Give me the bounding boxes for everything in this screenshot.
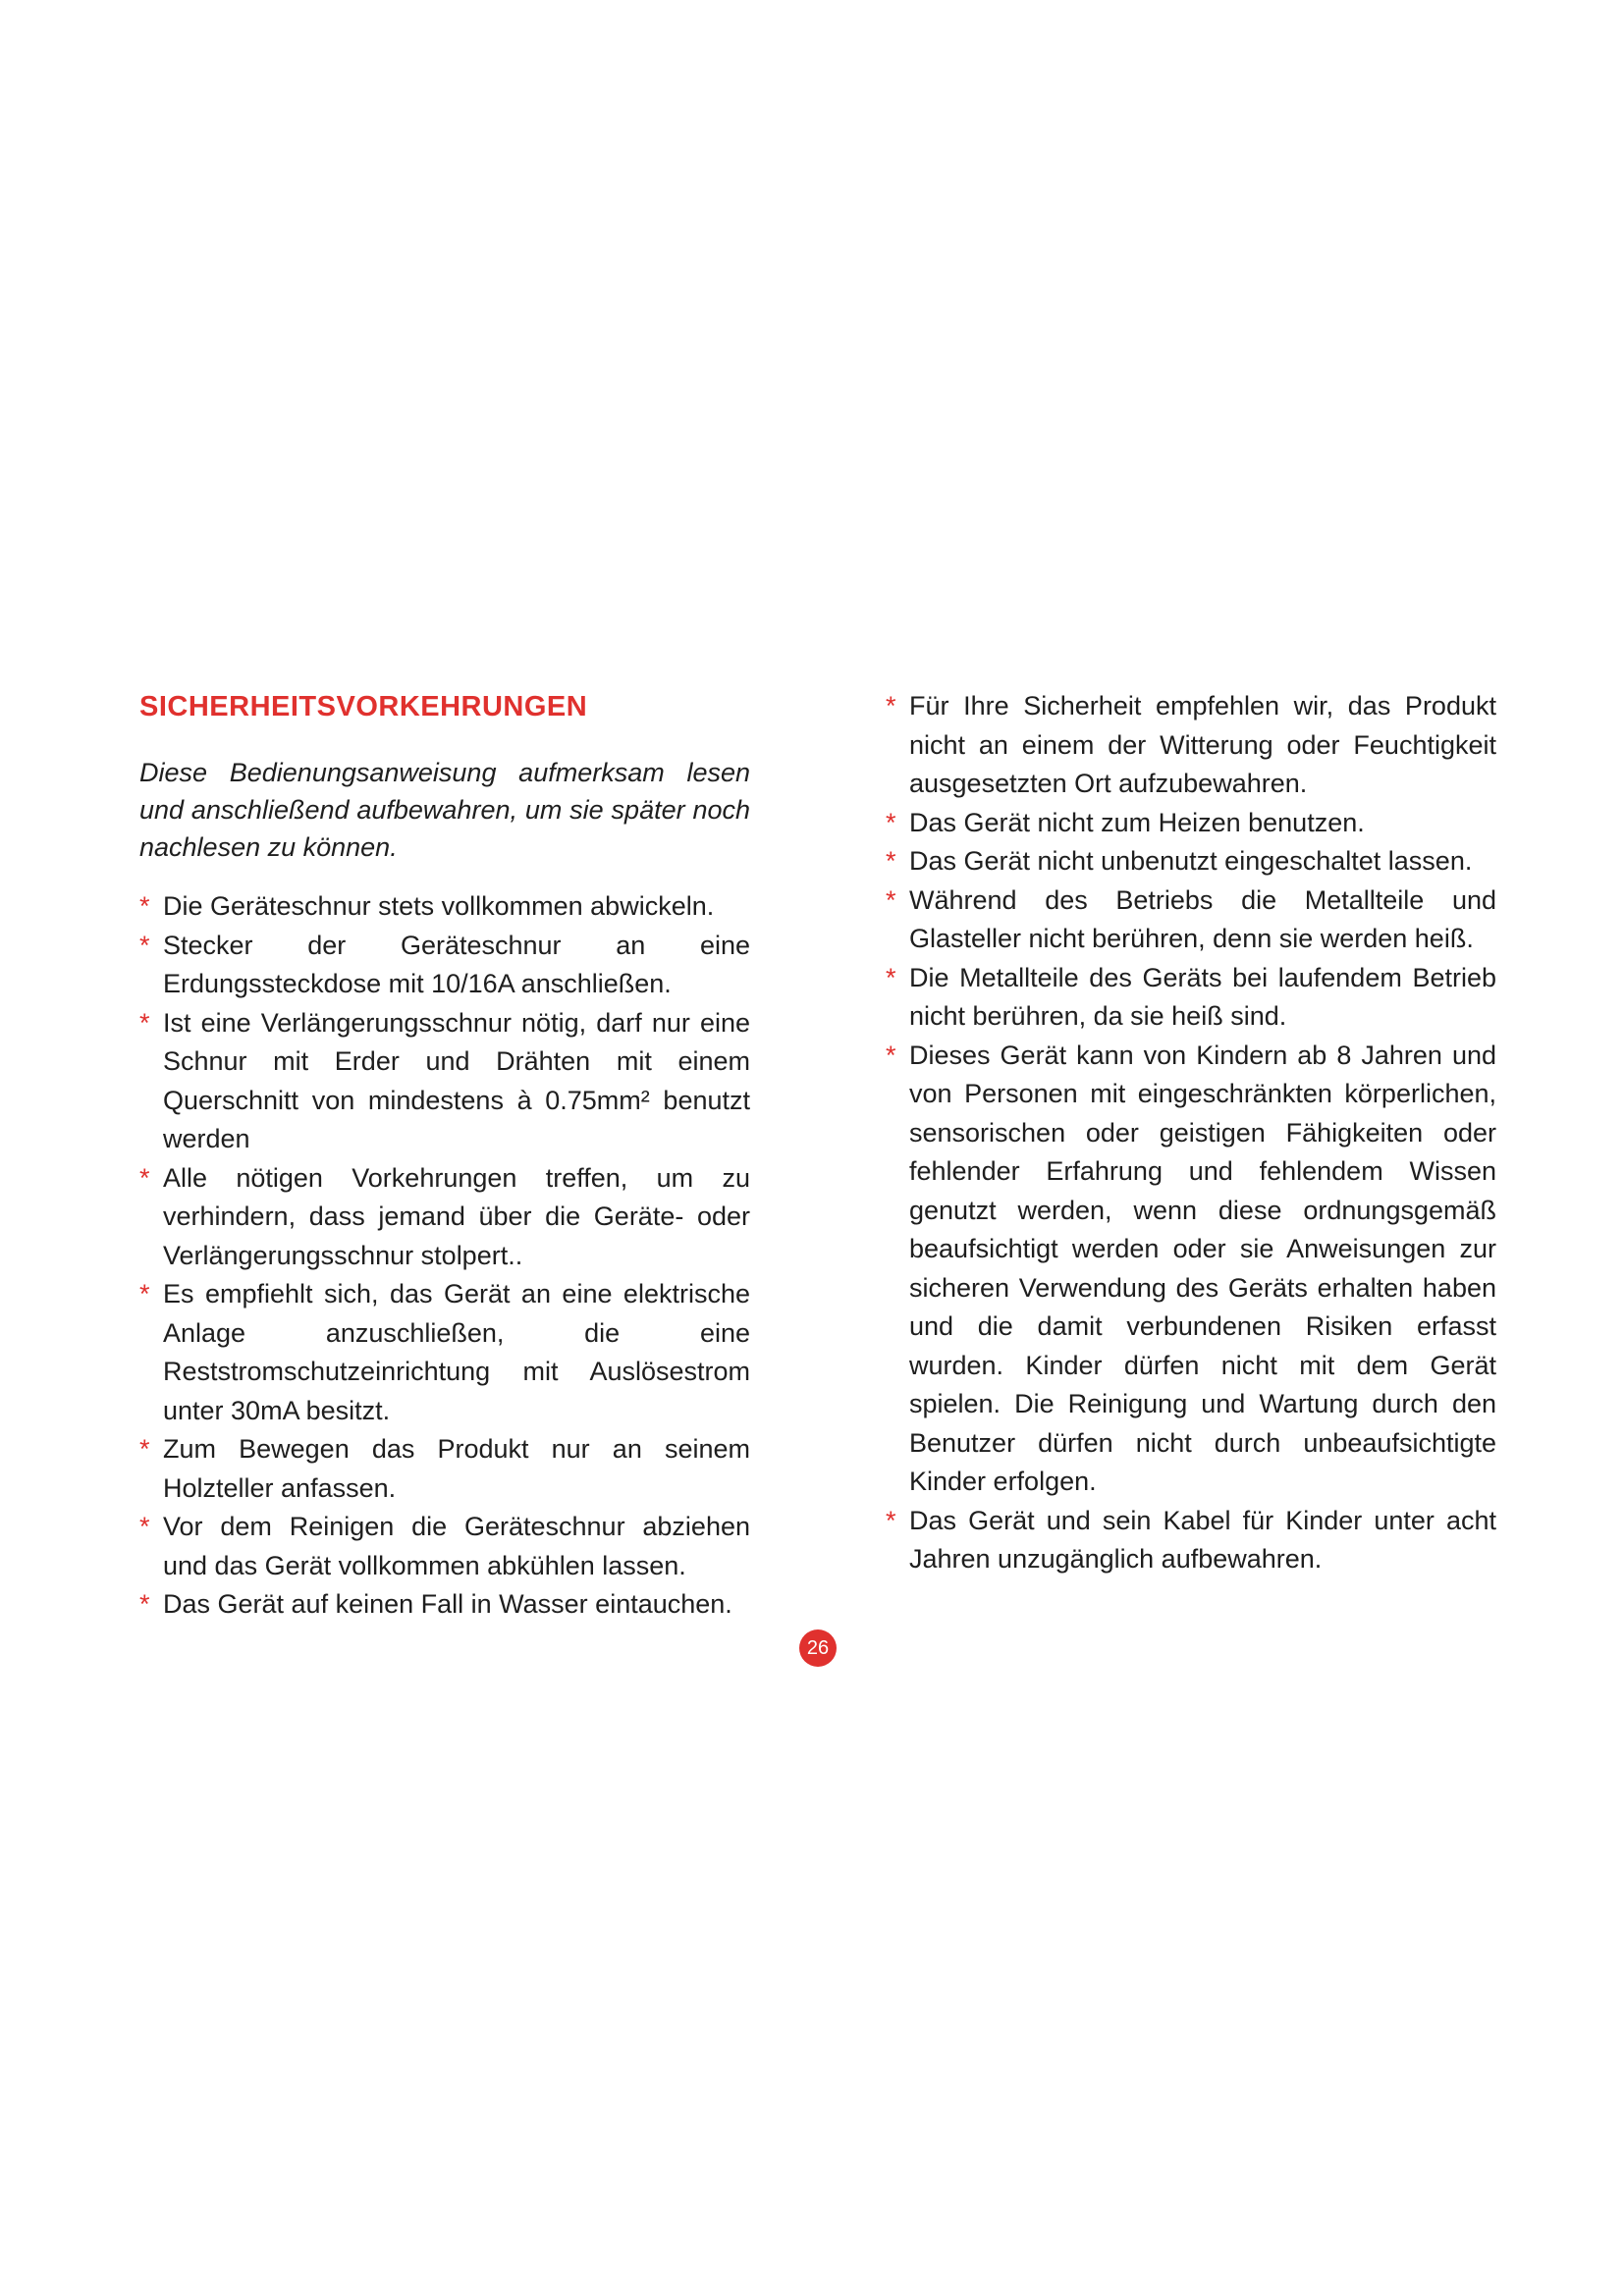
asterisk-icon: * <box>139 1007 150 1038</box>
asterisk-icon: * <box>139 891 150 921</box>
safety-item-text: Das Gerät auf keinen Fall in Wasser eintauchen. <box>163 1589 732 1619</box>
safety-item-text: Alle nötigen Vorkehrungen treffen, um zu verhindern, dass jemand über die Geräte- oder Verlängerungsschnur stolpert.. <box>163 1162 750 1270</box>
safety-item <box>886 687 1496 804</box>
asterisk-icon: * <box>139 1162 150 1193</box>
asterisk-icon: * <box>886 807 896 837</box>
safety-item <box>139 1004 750 1159</box>
section-heading: SICHERHEITSVORKEHRUNGEN <box>139 691 588 722</box>
safety-item <box>886 1037 1496 1502</box>
asterisk-icon: * <box>139 1434 150 1464</box>
left-column <box>139 687 750 1625</box>
intro-text: Diese Bedienungsanweisung aufmerksam lesen und anschließend aufbewahren, um sie später noch nachlesen zu können. <box>139 758 750 862</box>
safety-item-text: Das Gerät nicht unbenutzt eingeschaltet lassen. <box>909 846 1473 876</box>
safety-item <box>886 1502 1496 1579</box>
safety-item <box>886 842 1496 881</box>
safety-item-text: Ist eine Verlängerungsschnur nötig, darf nur eine Schnur mit Erder und Drähten mit einem Querschnitt von mindestens à 0.75mm² benutzt werden <box>163 1007 750 1153</box>
safety-item <box>139 1275 750 1430</box>
asterisk-icon: * <box>886 846 896 876</box>
asterisk-icon: * <box>139 1589 150 1619</box>
safety-item-text: Während des Betriebs die Metallteile und Glasteller nicht berühren, denn sie werden heiß. <box>909 884 1496 953</box>
safety-list-left <box>139 887 750 1625</box>
safety-item <box>139 887 750 927</box>
safety-item-text: Es empfiehlt sich, das Gerät an eine elektrische Anlage anzuschließen, die eine Reststromschutzeinrichtung mit Auslösestrom unter 30mA besitzt. <box>163 1279 750 1425</box>
safety-item-text: Vor dem Reinigen die Geräteschnur abziehen und das Gerät vollkommen abkühlen lassen. <box>163 1512 750 1580</box>
safety-item-text: Die Metallteile des Geräts bei laufendem Betrieb nicht berühren, da sie heiß sind. <box>909 962 1496 1031</box>
safety-item-text: Zum Bewegen das Produkt nur an seinem Holzteller anfassen. <box>163 1434 750 1503</box>
asterisk-icon: * <box>139 1279 150 1308</box>
safety-item-text: Das Gerät nicht zum Heizen benutzen. <box>909 807 1365 837</box>
asterisk-icon: * <box>139 930 150 960</box>
asterisk-icon: * <box>886 691 896 721</box>
safety-item <box>886 881 1496 959</box>
safety-item <box>139 1508 750 1585</box>
asterisk-icon: * <box>886 884 896 915</box>
asterisk-icon: * <box>886 1505 896 1535</box>
safety-item <box>886 959 1496 1037</box>
safety-item-text: Für Ihre Sicherheit empfehlen wir, das Produkt nicht an einem der Witterung oder Feuchtigkeit ausgesetzten Ort aufzubewahren. <box>909 691 1496 798</box>
safety-item <box>139 1585 750 1625</box>
page-number-badge: 26 <box>799 1629 837 1667</box>
safety-item <box>886 804 1496 843</box>
safety-item-text: Stecker der Geräteschnur an eine Erdungssteckdose mit 10/16A anschließen. <box>163 930 750 998</box>
asterisk-icon: * <box>886 1040 896 1070</box>
asterisk-icon: * <box>886 962 896 992</box>
safety-item <box>139 927 750 1004</box>
safety-item <box>139 1430 750 1508</box>
safety-item-text: Das Gerät und sein Kabel für Kinder unter acht Jahren unzugänglich aufbewahren. <box>909 1505 1496 1574</box>
right-column <box>886 687 1496 1579</box>
safety-list-right <box>886 687 1496 1579</box>
safety-item <box>139 1159 750 1276</box>
safety-item-text: Die Geräteschnur stets vollkommen abwickeln. <box>163 891 715 921</box>
safety-item-text: Dieses Gerät kann von Kindern ab 8 Jahren und von Personen mit eingeschränkten körperlichen, sensorischen oder geistigen Fähigkeiten oder fehlender Erfahrung und fehlendem Wissen genutzt werden, wenn diese ordnungsgemäß beaufsichtigt werden oder sie Anweisungen zur sicheren Verwendung des Geräts erhalten haben und die damit verbundenen Risiken erfasst wurden. Kinder dürfen nicht mit dem Gerät spielen. Die Reinigung und Wartung durch den Benutzer dürfen nicht durch unbeaufsichtigte Kinder erfolgen. <box>909 1040 1496 1496</box>
asterisk-icon: * <box>139 1512 150 1541</box>
